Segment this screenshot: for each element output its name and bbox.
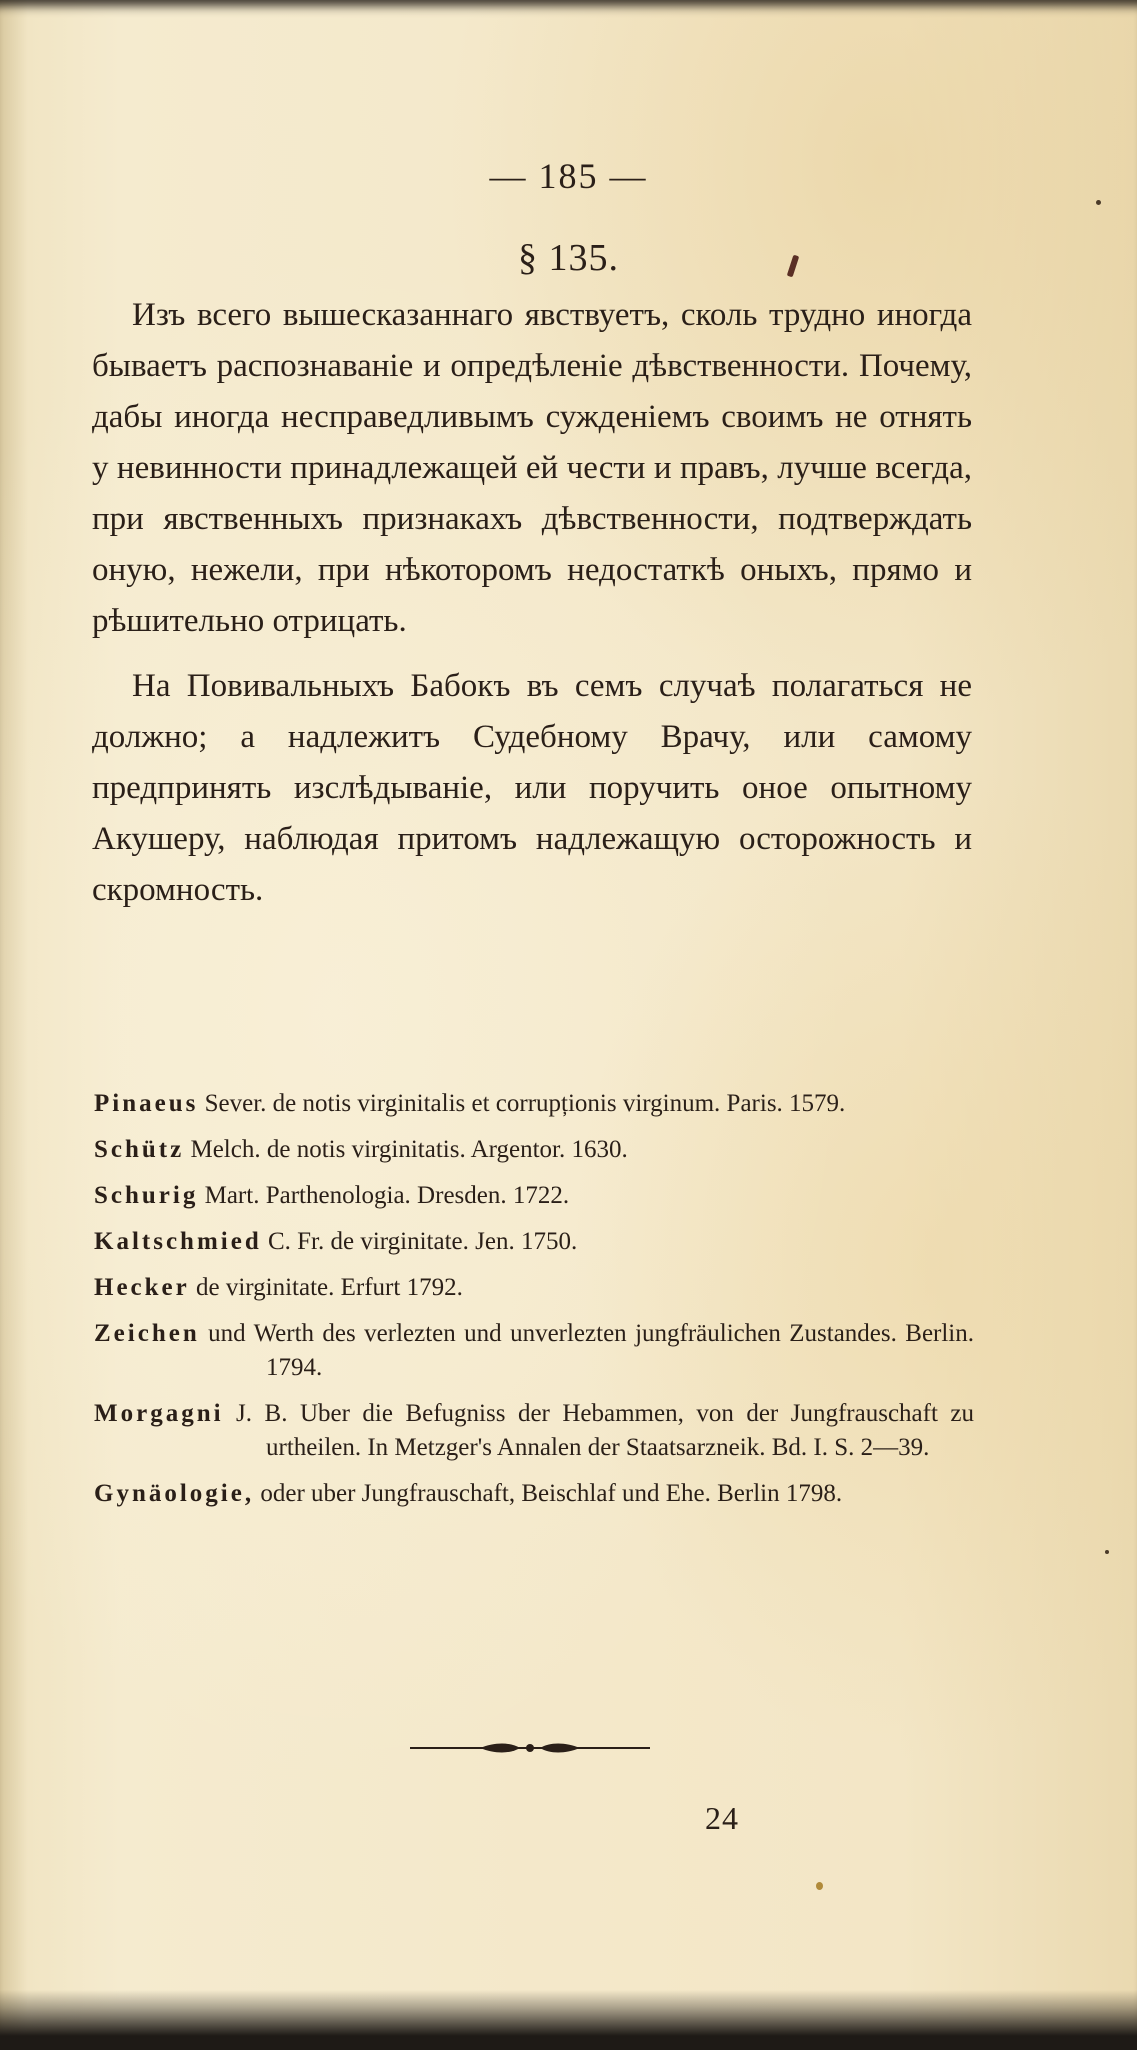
reference-text: Melch. de notis virginitatis. Argentor. 1630. (190, 1136, 628, 1163)
reference-author: Gynäologie, (94, 1480, 255, 1507)
reference-text: J. B. Uber die Befugniss der Hebammen, von der Jungfrauschaft zu urtheilen. In Metzger's Annalen der Staatsarzneik. Bd. I. S. 2—39. (236, 1400, 975, 1461)
reference-author: Kaltschmied (94, 1228, 262, 1255)
paper-speck (816, 1882, 823, 1890)
reference-text: de virginitate. Erfurt 1792. (195, 1274, 463, 1301)
section-heading: § 135. (518, 237, 619, 279)
reference-author: Morgagni (94, 1400, 224, 1427)
main-text (92, 290, 972, 916)
reference-text: C. Fr. de virginitate. Jen. 1750. (267, 1228, 578, 1255)
reference-author: Pinaeus (94, 1090, 199, 1117)
ornamental-rule (410, 1741, 650, 1755)
page-bottom-edge (0, 1990, 1137, 2050)
reference-list (94, 1087, 974, 1523)
reference-author: Schütz (94, 1136, 185, 1163)
reference-item (94, 1133, 974, 1167)
signature-mark: 24 (705, 1800, 739, 1836)
reference-item (94, 1477, 974, 1511)
reference-item (94, 1271, 974, 1305)
reference-item (94, 1225, 974, 1259)
reference-text: oder uber Jungfrauschaft, Beischlaf und Ehe. Berlin 1798. (260, 1480, 843, 1507)
paper-speck (1096, 200, 1101, 205)
reference-author: Schurig (94, 1182, 199, 1209)
reference-text: Mart. Parthenologia. Dresden. 1722. (204, 1182, 570, 1209)
reference-item (94, 1087, 974, 1121)
paragraph: На Повивальныхъ Бабокъ въ семъ случаѣ полагаться не должно; а надлежитъ Судебному Врачу, или самому предпринять изслѣдываніе, или поручить оное опытному Акушеру, наблюдая притомъ надлежащую осторожность и скромность. (92, 668, 972, 908)
paragraph: Изъ всего вышесказаннаго явствуетъ, сколь трудно иногда бываетъ распознаваніе и опредѣленіе дѣвственности. Почему, дабы иногда несправедливымъ сужденіемъ своимъ не отнять у невинности принадлежащей ей чести и правъ, лучше всегда, при явственныхъ признакахъ дѣвственности, подтверждать оную, нежели, при нѣкоторомъ недостаткѣ оныхъ, прямо и рѣшительно отрицать. (92, 297, 972, 639)
page-number: — 185 — (489, 156, 648, 196)
reference-item (94, 1179, 974, 1213)
reference-author: Zeichen (94, 1320, 200, 1347)
reference-item (94, 1397, 974, 1465)
reference-text: und Werth des verlezten und unverlezten jungfräulichen Zustandes. Berlin. 1794. (208, 1320, 975, 1381)
reference-text: Sever. de notis virginitalis et corrupționis virginum. Paris. 1579. (204, 1090, 846, 1117)
paper-speck (1105, 1550, 1109, 1554)
reference-item (94, 1317, 974, 1385)
reference-author: Hecker (94, 1274, 190, 1301)
